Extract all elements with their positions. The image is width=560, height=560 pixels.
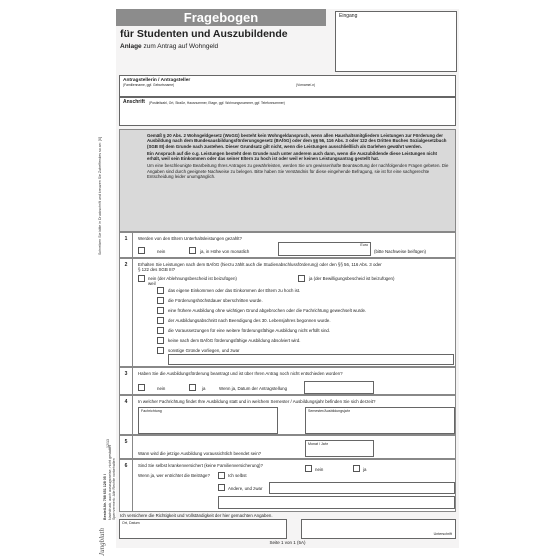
q2-reason-checkbox[interactable]: [157, 337, 164, 344]
form-year: 12/13: [106, 439, 110, 448]
q2-reason-label: der Ausbildungsabschnitt nach Beendigung des 30. Lebensjahres begonnen wurde.: [168, 318, 331, 323]
q6-yes-checkbox[interactable]: [353, 465, 360, 472]
q1-no-checkbox[interactable]: [138, 247, 145, 254]
q3-yes-checkbox[interactable]: [189, 384, 196, 391]
q2-reason-checkbox[interactable]: [157, 347, 164, 354]
q2-yes-label: ja (der Bewilligungsbescheid ist beizufügen): [309, 276, 395, 281]
q2-reason-checkbox[interactable]: [157, 317, 164, 324]
q3-no-checkbox[interactable]: [138, 384, 145, 391]
q6-text: Sind Sie selbst krankenversichert (keine Familienversicherung)?: [138, 463, 263, 468]
q2-reason-label: keine nach dem BAföG förderungsfähige Ausbildung absolviert wird.: [168, 338, 301, 343]
q2-text-line2: § 122 des SGB III?: [138, 267, 176, 272]
q1-yes-label: ja, in Höhe von monatlich: [200, 249, 250, 254]
form-page: [116, 9, 459, 548]
form-anlage: Anlage zum Antrag auf Wohngeld: [120, 43, 219, 50]
firstname-label: (Vorname/-n): [296, 83, 316, 87]
q2-text-line1: Erhalten Sie Leistungen nach dem BAföG (hierzu zählt auch die Studienabschlussförderung) oder den §§ 56, 116 Abs. 3 oder: [138, 262, 382, 267]
info-box: [119, 129, 456, 232]
info-p3: Um eine beschleunigte Bearbeitung Ihres Antrages zu gewährleisten, werden Sie um gewissenhafte Beantwortung der nachfolgenden Fragen gebeten. Die Angaben sind durch geeignete Nachweise zu belegen. Bitte haben Sie Verständnis für diese eingehende Befragung, sie ist für eine sachgerechte Entscheidung leider unumgänglich.: [147, 163, 449, 180]
q1-no-label: nein: [157, 249, 166, 254]
q1-yes-checkbox[interactable]: [189, 247, 196, 254]
q2-reason-label: die Voraussetzungen für eine weitere förderungsfähige Ausbildung nicht erfüllt sind.: [168, 328, 331, 333]
q5-text: Wann wird die jetzige Ausbildung voraussichtlich beendet sein?: [138, 451, 262, 456]
q1-amount-input[interactable]: [278, 242, 371, 256]
q6-other-label: Andere, und zwar: [228, 486, 263, 491]
q2-reason-label: sonstige Gründe vorliegen, und zwar: [168, 348, 240, 353]
q4-fachrichtung-label: Fachrichtung: [141, 409, 162, 413]
q4-semester-input[interactable]: [305, 407, 455, 434]
q6-other-input[interactable]: [269, 482, 455, 494]
address-sublabel: (Postleitzahl, Ort, Straße, Hausnummer, Etage, ggf. Wohnungsnummer, ggf. Telefonnummer): [149, 101, 285, 105]
q3-text: Haben Sie die Ausbildungsförderung beantragt und ist über Ihren Antrag noch nicht entschieden worden?: [138, 371, 343, 376]
question-6: [119, 459, 456, 512]
q3-date-label: Wenn ja, Datum der Antragstellung: [219, 386, 288, 391]
question-6-number: 6: [120, 460, 133, 511]
q1-text: Werden von den Eltern Unterhaltsleistungen gezahlt?: [138, 236, 242, 241]
q2-yes-checkbox[interactable]: [298, 275, 305, 282]
applicant-field[interactable]: [119, 75, 456, 97]
q4-text: In welcher Fachrichtung findet Ihre Ausbildung statt und in welchem Semester / Ausbildungsjahr befinden Sie sich derzeit?: [138, 399, 376, 404]
question-3: [119, 367, 456, 395]
question-2-number: 2: [120, 259, 133, 366]
order-note: Nachdruck, auch auszugsweise, nicht gestattet: [108, 445, 112, 520]
q3-date-input[interactable]: [304, 381, 374, 394]
q2-weil-label: weil: [148, 281, 156, 286]
signature-input[interactable]: [301, 519, 456, 539]
q6-self-checkbox[interactable]: [218, 472, 225, 479]
q6-no-label: nein: [315, 467, 324, 472]
question-5: [119, 435, 456, 459]
question-4-number: 4: [120, 396, 133, 434]
info-p1: Gemäß § 20 Abs. 2 Wohngeldgesetz (WoGG) besteht kein Wohngeldanspruch, wenn allen Haushaltsmitgliedern Leistungen zur Förderung der Ausbildung nach dem Bundesausbildungsförderungsgesetz (BAföG) oder dem §§ 56, 116 Abs. 3 oder 122 des Dritten Buches Sozialgesetzbuch (SGB III) dem Grunde nach zustehen. Dieser Grundsatz gilt nicht, wenn die Leistungen ausschließlich als Darlehen gewährt werden.: [147, 133, 447, 149]
q1-note: (bitte Nachweise beifügen): [374, 249, 426, 254]
signature-label: Unterschrift: [433, 532, 452, 536]
q2-reason-label: das eigene Einkommen oder das Einkommen der Eltern zu hoch ist.: [168, 288, 301, 293]
question-1-number: 1: [120, 233, 133, 257]
question-3-number: 3: [120, 368, 133, 394]
q2-reason-checkbox[interactable]: [157, 307, 164, 314]
form-subtitle: für Studenten und Auszubildende: [120, 28, 288, 40]
q6-other-input-2[interactable]: [218, 496, 455, 509]
brand-logo: Jungbluth: [98, 528, 106, 556]
page-footer: Seite 1 von 1 (5A): [269, 540, 306, 545]
place-date-input[interactable]: [119, 519, 287, 539]
declaration-text: Ich versichere die Richtigkeit und Vollständigkeit der hier gemachten Angaben.: [120, 513, 273, 518]
q2-reason-checkbox[interactable]: [157, 327, 164, 334]
applicant-sublabel: (Familienname, ggf. Geburtsname): [123, 83, 175, 87]
q4-semester-label: Semester/Ausbildungsjahr: [308, 409, 350, 413]
form-title: Fragebogen: [116, 9, 326, 26]
q2-no-checkbox[interactable]: [138, 275, 145, 282]
address-label: Anschrift: [123, 99, 145, 105]
q5-date-label: Monat / Jahr: [308, 442, 328, 446]
eingang-label: Eingang: [339, 13, 358, 19]
place-date-label: Ort, Datum: [122, 521, 140, 525]
q2-reason-label: eine frühere Ausbildung ohne wichtigen Grund abgebrochen oder die Fachrichtung gewechselt wurde.: [168, 308, 367, 313]
q6-other-checkbox[interactable]: [218, 484, 225, 491]
address-field[interactable]: [119, 97, 456, 126]
question-5-number: 5: [120, 436, 133, 458]
applicant-label: Antragstellerin / Antragsteller: [123, 78, 191, 83]
q6-no-checkbox[interactable]: [305, 465, 312, 472]
order-number: Bestell-Nr. 788 651 128 05 I: [103, 474, 107, 520]
q2-reason-label: die Förderungshöchstdauer überschritten wurde.: [168, 298, 263, 303]
side-instruction: Schreiben Sie bitte in Druckschrift und kreuzen Sie Zutreffendes so an: [X]: [98, 136, 102, 255]
q5-date-input[interactable]: [305, 440, 374, 457]
order-note-2: Sperrvermerk: Alle Rechte vorbehalten: [112, 458, 116, 520]
q2-no-label: nein (der Ablehnungsbescheid ist beizufügen): [148, 276, 237, 281]
q2-reason-checkbox[interactable]: [157, 287, 164, 294]
q3-no-label: nein: [157, 386, 166, 391]
question-1: [119, 232, 456, 258]
q1-currency: Euro: [360, 243, 368, 247]
q2-reason-checkbox[interactable]: [157, 297, 164, 304]
question-2: [119, 258, 456, 367]
eingang-box[interactable]: [335, 11, 457, 72]
q6-self-label: Ich selbst: [228, 473, 247, 478]
q3-yes-label: ja: [202, 386, 206, 391]
q2-other-reasons-input[interactable]: [168, 354, 454, 365]
question-4: [119, 395, 456, 435]
q6-yes-label: ja: [363, 467, 367, 472]
q6-who-label: Wenn ja, wer entrichtet die Beiträge?: [138, 473, 210, 478]
q4-fachrichtung-input[interactable]: [138, 407, 278, 434]
info-p2: Ein Anspruch auf die o.g. Leistungen besteht dem Grunde nach unter anderem auch dann, wenn die Auszubildende diese Leistungen nicht erhält, weil sein Einkommen oder das seiner Eltern zu hoch ist oder weil er keinen Leistungsantrag gestellt hat.: [147, 150, 437, 162]
